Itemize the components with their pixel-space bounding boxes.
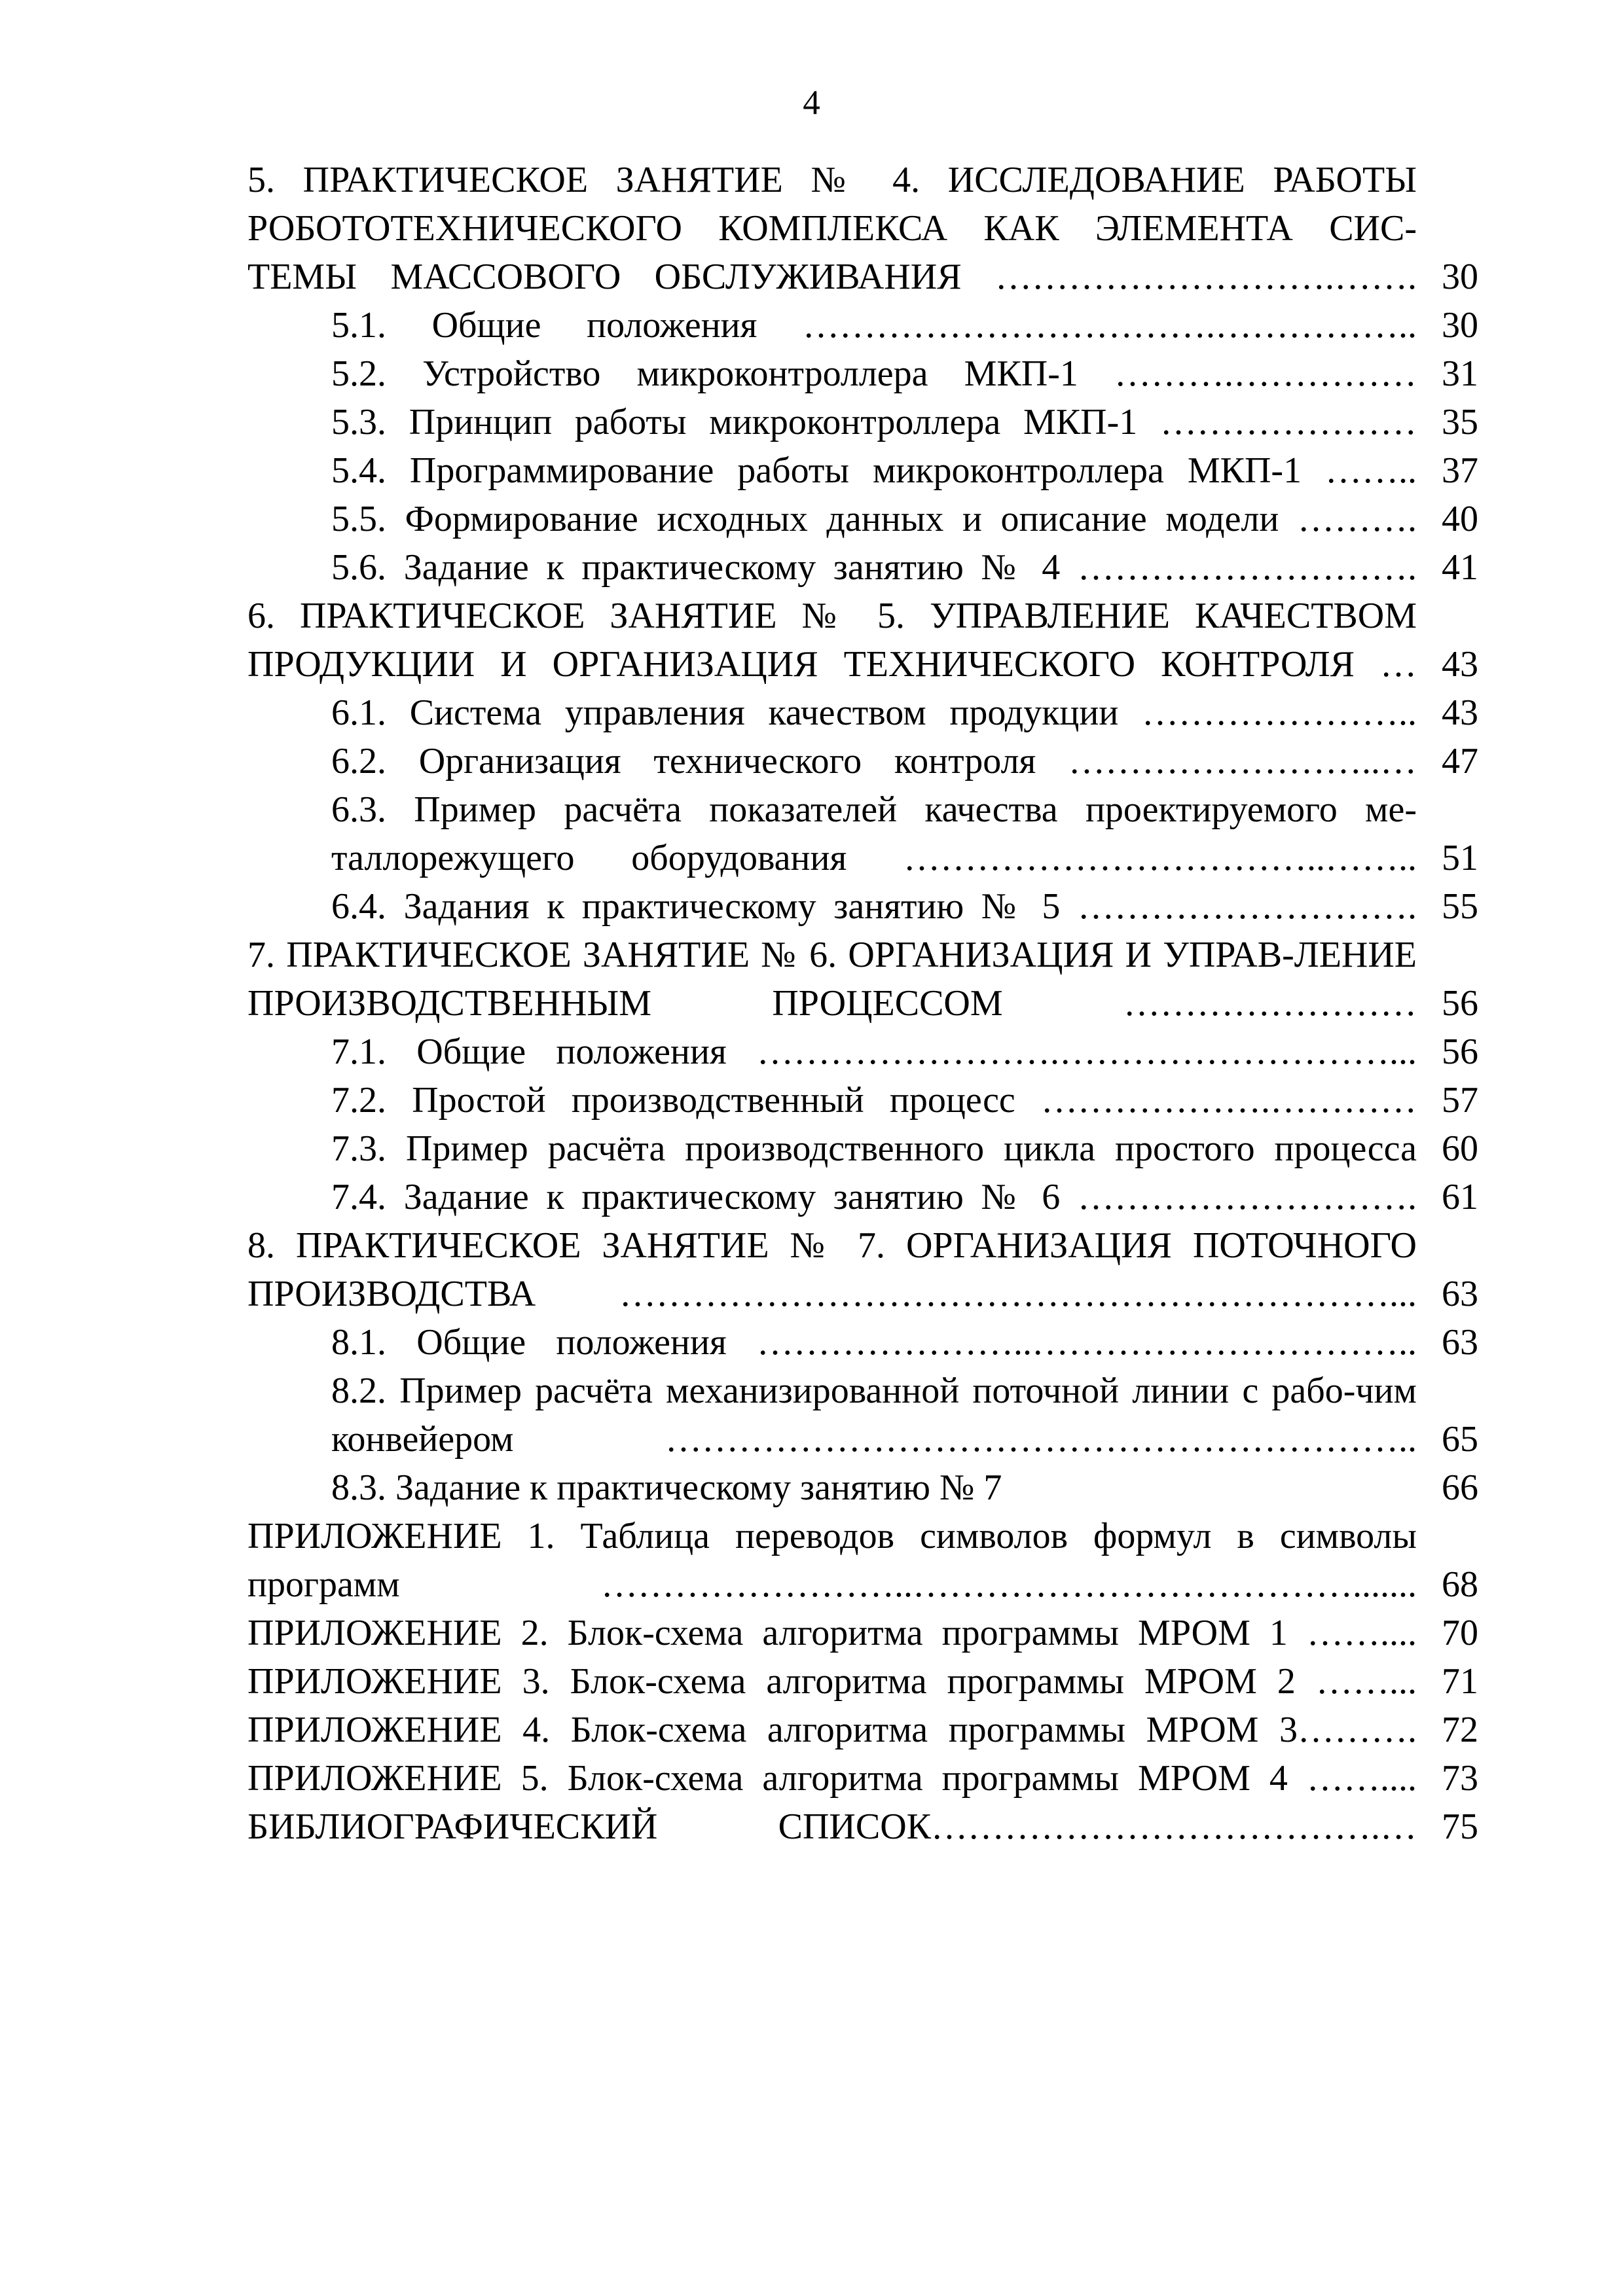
toc-entry[interactable] (247, 1124, 1478, 1173)
toc-entry[interactable] (247, 592, 1478, 689)
toc-entry[interactable] (247, 1803, 1478, 1851)
toc-entry-page: 56 (1442, 1031, 1478, 1072)
toc-entry-title: 8.3. Задание к практическому занятию № 7 (331, 1467, 1002, 1508)
toc-entry[interactable] (247, 1318, 1478, 1367)
toc-entry[interactable] (247, 398, 1478, 446)
toc-entry-title: ПРИЛОЖЕНИЕ 3. Блок-схема алгоритма программы МРОМ 2 ……... (247, 1661, 1417, 1702)
toc-entry[interactable] (247, 737, 1478, 785)
toc-entry-page: 43 (1442, 644, 1478, 685)
toc-entry-page: 71 (1442, 1661, 1478, 1702)
toc-entry-page: 55 (1442, 886, 1478, 927)
toc-entry-title: 7.3. Пример расчёта производственного цикла простого процесса (331, 1128, 1417, 1169)
toc-entry-title: 6.4. Задания к практическому занятию № 5 ………………………. (331, 886, 1417, 927)
toc-entry[interactable] (247, 1609, 1478, 1657)
toc-entry[interactable] (247, 1367, 1478, 1463)
toc-entry-page: 65 (1442, 1419, 1478, 1460)
toc-entry-title: ПРИЛОЖЕНИЕ 4. Блок-схема алгоритма программы МРОМ 3………. (247, 1710, 1417, 1750)
toc-entry-page: 30 (1442, 305, 1478, 346)
toc-entry-page: 60 (1442, 1128, 1478, 1169)
toc-entry-page: 30 (1442, 257, 1478, 297)
toc-entry-page: 70 (1442, 1613, 1478, 1653)
toc-entry[interactable] (247, 1028, 1478, 1076)
toc-entry-page: 66 (1442, 1467, 1478, 1508)
toc-entry[interactable] (247, 350, 1478, 398)
toc-entry-page: 63 (1442, 1322, 1478, 1363)
toc-entry[interactable] (247, 1706, 1478, 1754)
toc-entry-title: 7.4. Задание к практическому занятию № 6 ………………………. (331, 1177, 1417, 1217)
toc-entry-page: 73 (1442, 1758, 1478, 1799)
toc-entry-title: ПРИЛОЖЕНИЕ 2. Блок-схема алгоритма программы МРОМ 1 …….... (247, 1613, 1417, 1653)
toc-entry[interactable] (247, 1076, 1478, 1124)
table-of-contents (247, 156, 1478, 1851)
toc-entry[interactable] (247, 1512, 1478, 1609)
toc-entry-page: 41 (1442, 547, 1478, 588)
toc-entry-page: 61 (1442, 1177, 1478, 1217)
toc-entry-page: 75 (1442, 1806, 1478, 1847)
toc-entry[interactable] (247, 446, 1478, 495)
toc-entry-title: 5.2. Устройство микроконтроллера МКП-1 ……….…………… (331, 353, 1417, 394)
toc-entry-title: БИБЛИОГРАФИЧЕСКИЙ СПИСОК……………………………….… (247, 1806, 1417, 1847)
toc-entry[interactable] (247, 1657, 1478, 1706)
toc-entry-page: 63 (1442, 1274, 1478, 1314)
toc-entry[interactable] (247, 301, 1478, 350)
toc-entry[interactable] (247, 1463, 1478, 1512)
toc-entry-title: ПРИЛОЖЕНИЕ 5. Блок-схема алгоритма программы МРОМ 4 …….... (247, 1758, 1417, 1799)
toc-entry-title: 7.1. Общие положения …………………….………………………... (331, 1031, 1417, 1072)
toc-entry-page: 72 (1442, 1710, 1478, 1750)
toc-entry-title: 5.1. Общие положения …………………………….…………….. (331, 305, 1417, 346)
toc-entry-title: 5.4. Программирование работы микроконтроллера МКП-1 …….. (331, 450, 1417, 491)
toc-entry-title: 6.2. Организация технического контроля ……………………..… (331, 741, 1417, 781)
toc-entry-page: 35 (1442, 402, 1478, 442)
toc-entry-title: ПРИЛОЖЕНИЕ 1. Таблица переводов символов формул в символы программ ……………………..………………………………....... (247, 1516, 1417, 1605)
toc-entry-title: 8.2. Пример расчёта механизированной поточной линии с рабо-чим конвейером …………………………………………………….. (331, 1371, 1417, 1460)
toc-entry-title: 6. ПРАКТИЧЕСКОЕ ЗАНЯТИЕ № 5. УПРАВЛЕНИЕ КАЧЕСТВОМ ПРОДУКЦИИ И ОРГАНИЗАЦИЯ ТЕХНИЧЕСКОГО КОНТРОЛЯ … (247, 596, 1417, 685)
toc-entry-page: 56 (1442, 983, 1478, 1024)
toc-entry[interactable] (247, 1754, 1478, 1803)
toc-entry[interactable] (247, 1173, 1478, 1221)
toc-entry-title: 5.5. Формирование исходных данных и описание модели ………. (331, 499, 1417, 539)
toc-entry[interactable] (247, 689, 1478, 737)
page-number: 4 (803, 84, 820, 122)
toc-entry-title: 6.1. Система управления качеством продукции ………………….. (331, 692, 1417, 733)
toc-entry[interactable] (247, 543, 1478, 592)
toc-entry-page: 37 (1442, 450, 1478, 491)
toc-entry-title: 7. ПРАКТИЧЕСКОЕ ЗАНЯТИЕ № 6. ОРГАНИЗАЦИЯ И УПРАВ-ЛЕНИЕ ПРОИЗВОДСТВЕННЫМ ПРОЦЕССОМ …………………… (247, 935, 1417, 1024)
toc-entry-page: 43 (1442, 692, 1478, 733)
toc-entry-page: 47 (1442, 741, 1478, 781)
toc-entry-title: 7.2. Простой производственный процесс ……………….………… (331, 1080, 1417, 1121)
toc-entry-title: 5.6. Задание к практическому занятию № 4 ………………………. (331, 547, 1417, 588)
toc-entry[interactable] (247, 1221, 1478, 1318)
toc-entry[interactable] (247, 785, 1478, 882)
toc-entry-page: 68 (1442, 1564, 1478, 1605)
toc-entry-title: 5.3. Принцип работы микроконтроллера МКП-1 ………………… (331, 402, 1417, 442)
toc-entry-title: 6.3. Пример расчёта показателей качества проектируемого ме-таллорежущего оборудования ……………………………..…….. (331, 789, 1417, 878)
toc-entry[interactable] (247, 931, 1478, 1028)
toc-entry-page: 31 (1442, 353, 1478, 394)
toc-entry-title: 8.1. Общие положения …………………..………………………….. (331, 1322, 1417, 1363)
toc-entry[interactable] (247, 495, 1478, 543)
toc-entry-page: 51 (1442, 838, 1478, 878)
toc-entry-page: 57 (1442, 1080, 1478, 1121)
toc-entry-title: 8. ПРАКТИЧЕСКОЕ ЗАНЯТИЕ № 7. ОРГАНИЗАЦИЯ ПОТОЧНОГО ПРОИЗВОДСТВА ………………………………………………………... (247, 1225, 1417, 1314)
toc-entry[interactable] (247, 882, 1478, 931)
toc-entry[interactable] (247, 156, 1478, 301)
toc-entry-title: 5. ПРАКТИЧЕСКОЕ ЗАНЯТИЕ № 4. ИССЛЕДОВАНИЕ РАБОТЫ РОБОТОТЕХНИЧЕСКОГО КОМПЛЕКСА КАК ЭЛЕМЕНТА СИС-ТЕМЫ МАССОВОГО ОБСЛУЖИВАНИЯ ……………………….……. (247, 160, 1417, 297)
toc-entry-page: 40 (1442, 499, 1478, 539)
